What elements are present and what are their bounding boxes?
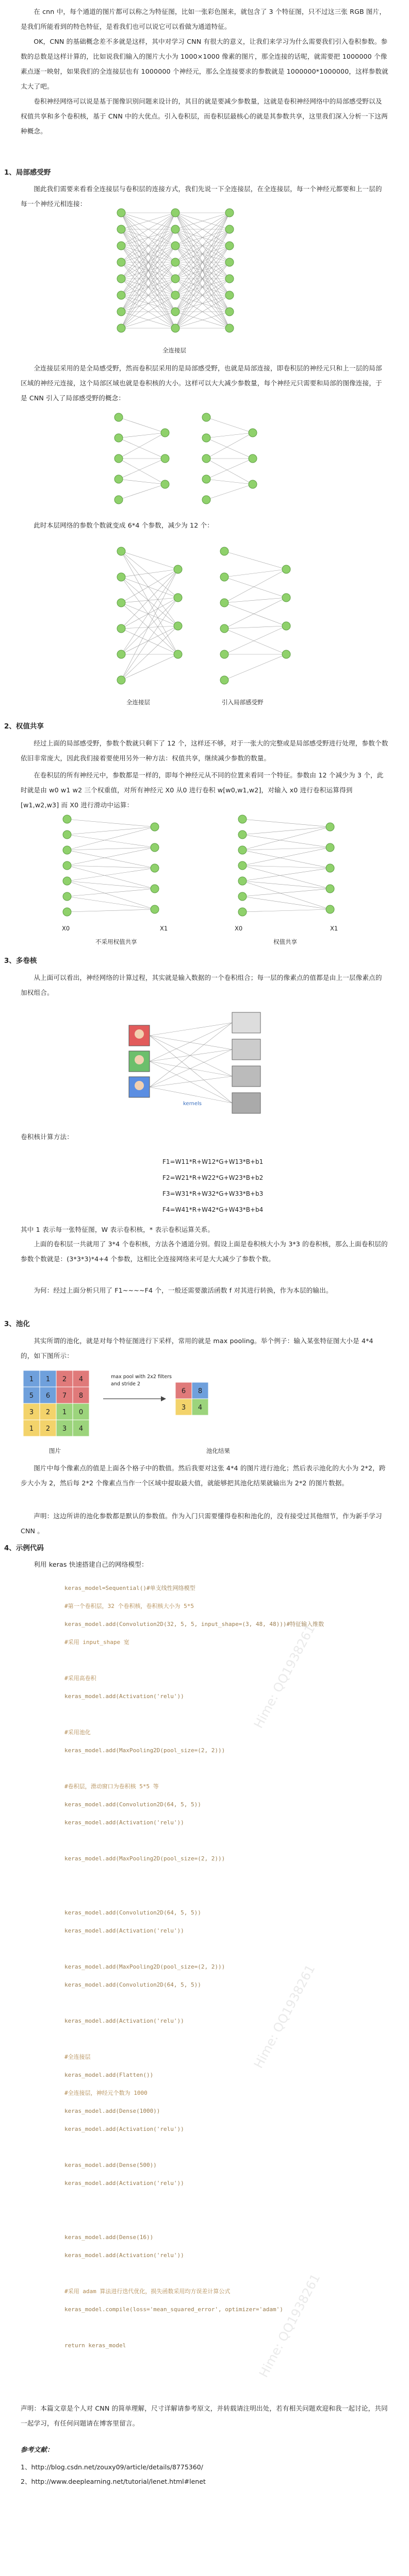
weight-edge	[67, 866, 155, 868]
pool-input-value: 5	[29, 1392, 34, 1400]
pool-input-value: 4	[78, 1376, 84, 1383]
formula-1: F1=W11*R+W12*G+W13*B+b1	[162, 1158, 264, 1165]
pool-input-value: 7	[62, 1392, 67, 1400]
fc-node	[225, 308, 234, 316]
section4-paragraph-1: 其实所谓的池化，就是对每个特征图进行下采样，常用的就是 max pooling。举个例子：输入某张特征图大小是 4*4 的，如下图所示：	[21, 1337, 373, 1360]
section3-paragraph-1: 从上面可以看出，神经网络的计算过程，其实就是输入数据的一个卷积组合；每一层的像素点的值都是由上一层像素点的加权组合。	[21, 974, 382, 996]
weight-node	[151, 823, 159, 831]
weight-edge	[242, 868, 330, 881]
local-node	[114, 454, 123, 463]
fc-node	[171, 242, 179, 250]
fc-node	[117, 308, 125, 316]
local-edge	[206, 459, 253, 484]
local-edge	[206, 433, 253, 459]
section1-paragraph-1: 图此我们需要来看看全连接层与卷积层的连接方式，我们先说一下全连接层，在全连接层，每一个神经元都要和上一层的每一个神经元相连接：	[21, 185, 382, 208]
label-x0-right: X0	[235, 925, 243, 932]
pool-input-value: 3	[62, 1425, 67, 1433]
fully-connected-diagram	[108, 204, 242, 343]
local-node	[161, 429, 169, 437]
kernel-edge	[150, 1036, 232, 1049]
code-line: keras_model.compile(loss='mean_squared_error', optimizer='adam')	[64, 2306, 283, 2313]
compare-node	[220, 573, 228, 581]
fc-node	[117, 258, 125, 266]
pool-output-value: 3	[181, 1404, 186, 1412]
local-edge	[119, 479, 165, 484]
local-node	[202, 434, 210, 442]
intro-paragraph-3: 卷积神经网络可以说是基于图像识别问题来设计的，其目的就是要减少参数量，这就是卷积神经网络中的局部感受野以及权值共享和多个卷积核，基于 CNN 中的大优点。引入卷积层，而卷积层最核心的就是其参数共享，这里我们深入分析一下这两种概念。	[21, 97, 388, 135]
local-node	[249, 480, 257, 488]
weight-node	[238, 831, 247, 839]
fc-node	[171, 324, 179, 332]
pool-input-value: 8	[78, 1392, 84, 1400]
compare-node	[174, 650, 182, 658]
section3-paragraph-2: 其中 1 表示每一张特征图，W 表示卷积核，* 表示卷积运算关系。	[21, 1226, 215, 1233]
pool-output-value: 8	[198, 1387, 203, 1395]
local-edge	[206, 417, 253, 433]
reference-item-1	[21, 2460, 206, 2475]
watermark-2: Hime: QQ1938261	[251, 1962, 318, 2071]
code-line	[64, 1873, 353, 1880]
weight-edge	[67, 835, 155, 848]
local-field-edges	[119, 417, 253, 500]
section1-paragraph-3: 此时本层网络的参数个数就变成 6*4 个参数，减少为 12 个：	[34, 521, 214, 529]
local-edge	[206, 459, 253, 479]
caption-pool-output: 池化结果	[206, 1447, 230, 1454]
local-edge	[206, 484, 253, 500]
code-comment: #采用 input_shape 宽	[64, 1639, 129, 1646]
weight-node	[151, 843, 159, 852]
local-node	[202, 454, 210, 463]
pool-input-value: 2	[45, 1409, 51, 1416]
compare-diagram	[111, 541, 307, 696]
code-block	[64, 1584, 353, 2360]
compare-node	[220, 624, 228, 633]
compare-edge	[224, 577, 286, 598]
code-line	[64, 1891, 353, 1899]
intro-paragraph-2: OK，CNN 的基础概念差不多就是这样，其中对学习 CNN 有很大的意义，让我们来学习为什么需要我们引入卷积参数。参数的总数是这样计算的，比如说我们输入的图片大小为 1000×1000 像素的图片，那全连接的话呢，就需要把 1000000 个像素点逐一映射，如果我们的全连接层也有 1000000 个神经元，那么全连接要求的参数就是 1000000*1000000，这样参数就太大了吧。	[21, 38, 388, 90]
section5-paragraph-2: 声明：本篇文章是个人对 CNN 的简单理解，尺寸详解请参考原文，并转载请注明出处，若有相关问题欢迎和我一起讨论，共同一起学习，有任何问题请在博客里留言。	[21, 2404, 388, 2427]
fc-node	[117, 324, 125, 332]
compare-edge	[121, 577, 178, 598]
local-node	[161, 480, 169, 488]
pool-arrow-text-2: and stride 2	[111, 1381, 141, 1387]
reference-num-1: 1、	[21, 2463, 31, 2471]
local-receptive-field-diagram	[108, 407, 294, 510]
weight-edge	[242, 850, 330, 868]
code-line	[64, 2197, 353, 2205]
pool-input-value: 3	[29, 1409, 34, 1416]
weight-node	[238, 815, 247, 823]
code-line	[64, 1710, 353, 1718]
pool-input-value: 2	[62, 1376, 67, 1383]
code-line: keras_model.add(Activation('relu'))	[64, 1927, 184, 1934]
weight-node	[326, 843, 334, 852]
kernel-edge	[150, 1023, 232, 1036]
feature-maps	[232, 1012, 260, 1113]
compare-node	[117, 650, 125, 658]
feature-map-2	[232, 1039, 260, 1060]
reference-item-2	[21, 2475, 206, 2489]
pool-input-value: 1	[45, 1376, 51, 1383]
code-line: keras_model.add(Activation('relu'))	[64, 1693, 184, 1700]
compare-edge	[224, 569, 286, 603]
fc-node	[117, 291, 125, 299]
reference-link-2[interactable]: http://www.deeplearning.net/tutorial/lenet.html#lenet	[31, 2478, 206, 2485]
local-edge	[206, 479, 253, 484]
weight-edge	[242, 881, 330, 889]
local-edge	[206, 433, 253, 438]
pool-input-value: 1	[29, 1376, 34, 1383]
caption-compare-local: 引入局部感受野	[222, 699, 264, 706]
compare-node	[282, 565, 290, 573]
weight-edge	[242, 827, 330, 835]
feature-map-1	[232, 1012, 260, 1033]
compare-edge	[121, 598, 178, 629]
code-line	[64, 2215, 353, 2223]
compare-edge	[121, 577, 178, 626]
code-comment: #采用 adam 算法进行迭代优化，损失函数采用均方误差计算公式	[64, 2288, 231, 2295]
weight-node	[238, 877, 247, 885]
section-title-multi-kernel: 3、多卷核	[4, 957, 37, 965]
local-node	[202, 496, 210, 504]
fc-node	[117, 242, 125, 250]
code-line: keras_model.add(MaxPooling2D(pool_size=(2, 2)))	[64, 1855, 225, 1862]
watermark-1: Hime: QQ1938261	[251, 1622, 318, 1731]
weight-edge	[67, 848, 155, 866]
compare-edge	[121, 569, 178, 629]
kernel-edge	[150, 1049, 232, 1087]
compare-node	[174, 594, 182, 602]
code-line: keras_model.add(Dense(16))	[64, 2234, 154, 2241]
local-edge	[206, 438, 253, 459]
formula-list	[162, 1154, 263, 1218]
section-title-sample-code: 4、示例代码	[4, 1544, 44, 1552]
local-node	[114, 496, 123, 504]
face-thumb-1	[135, 1029, 144, 1039]
compare-edge	[224, 626, 286, 629]
kernel-edge	[150, 1061, 232, 1076]
feature-map-3	[232, 1066, 260, 1087]
section3-paragraph-4: 为何：经过上面分析只用了 F1~~~~F4 个，一般还需要激活函数 f 对其进行转换，作为本层的输出。	[34, 1286, 333, 1294]
fc-node	[171, 225, 179, 233]
compare-edge	[121, 654, 178, 680]
code-line	[64, 1945, 353, 1953]
pool-input-value: 2	[45, 1425, 51, 1433]
code-line: keras_model.add(Convolution2D(64, 5, 5))	[64, 1909, 201, 1916]
feature-map-4	[232, 1093, 260, 1113]
code-line: keras_model.add(MaxPooling2D(pool_size=(2, 2)))	[64, 1963, 225, 1970]
code-line: keras_model.add(Activation('relu'))	[64, 2180, 184, 2187]
local-node	[249, 429, 257, 437]
local-edge	[119, 459, 165, 479]
kernel-edges	[150, 1023, 232, 1103]
pool-output-grid	[175, 1382, 208, 1415]
kernel-edge	[150, 1036, 232, 1103]
compare-node	[117, 547, 125, 555]
weight-edge	[242, 896, 330, 909]
code-line	[64, 2269, 353, 2277]
formula-2: F2=W21*R+W22*G+W23*B+b2	[162, 1174, 264, 1181]
weight-node	[151, 885, 159, 893]
compare-node	[117, 624, 125, 633]
local-node	[202, 413, 210, 421]
code-line: keras_model.add(Activation('relu'))	[64, 2018, 184, 2024]
weight-node	[238, 908, 247, 916]
kernel-edge	[150, 1036, 232, 1076]
local-edge	[119, 459, 165, 484]
fc-node	[171, 308, 179, 316]
local-edge	[119, 417, 165, 433]
local-node	[114, 413, 123, 421]
caption-no-sharing: 不采用权值共享	[95, 938, 137, 945]
code-line: keras_model.add(Dense(1000))	[64, 2108, 160, 2114]
weight-node	[238, 846, 247, 854]
code-line	[64, 1656, 353, 1664]
weight-node	[63, 846, 71, 854]
fc-node	[225, 275, 234, 283]
weight-node	[63, 877, 71, 885]
code-line: keras_model.add(Convolution2D(64, 5, 5))	[64, 1981, 201, 1988]
label-x1-right: X1	[330, 925, 338, 932]
code-line: keras_model=Sequential()#单支线性网络模型	[64, 1585, 195, 1591]
code-comment: #全连接层	[64, 2054, 91, 2060]
weight-node	[151, 905, 159, 913]
code-line: keras_model.add(Dense(500))	[64, 2162, 157, 2168]
weight-node	[326, 905, 334, 913]
weight-sharing-edges	[67, 819, 330, 912]
local-node	[114, 434, 123, 442]
fc-node	[225, 324, 234, 332]
fc-node	[225, 242, 234, 250]
code-line: return keras_model	[64, 2342, 126, 2349]
compare-edge	[121, 569, 178, 577]
compare-node	[282, 622, 290, 630]
compare-edge	[121, 598, 178, 603]
section-title-pooling: 3、池化	[4, 1320, 30, 1328]
label-x1-left: X1	[160, 925, 168, 932]
compare-edge	[224, 569, 286, 577]
fc-node	[117, 275, 125, 283]
code-line: keras_model.add(MaxPooling2D(pool_size=(2, 2)))	[64, 1747, 225, 1754]
formula-3: F3=W31*R+W32*G+W33*B+b3	[162, 1190, 264, 1197]
compare-node	[117, 573, 125, 581]
fc-node	[225, 209, 234, 217]
kernels-label: kernels	[183, 1101, 202, 1107]
weight-edge	[67, 819, 155, 827]
weight-edge	[242, 909, 330, 912]
pool-input-value: 1	[29, 1425, 34, 1433]
weight-node	[151, 864, 159, 872]
weight-node	[63, 815, 71, 823]
max-pool-diagram	[21, 1368, 253, 1445]
local-edge	[119, 433, 165, 459]
code-line	[64, 1837, 353, 1844]
compare-node	[174, 565, 182, 573]
weight-node	[63, 831, 71, 839]
local-edge	[119, 438, 165, 459]
weight-sharing-diagram	[57, 814, 366, 922]
face-thumb-3	[135, 1081, 144, 1090]
caption-pool-input: 图片	[49, 1447, 61, 1454]
weight-node	[63, 861, 71, 870]
compare-edge	[224, 626, 286, 654]
compare-node	[220, 599, 228, 607]
pool-output-value: 6	[181, 1387, 186, 1395]
weight-edge	[242, 866, 330, 868]
pool-input-value: 4	[78, 1425, 84, 1433]
caption-compare-fc: 全连接层	[126, 699, 150, 706]
compare-edge	[121, 626, 178, 680]
weight-node	[238, 892, 247, 901]
weight-node	[326, 885, 334, 893]
calc-label: 卷积核计算方法：	[21, 1133, 73, 1141]
weight-edge	[67, 827, 155, 835]
kernel-edge	[150, 1023, 232, 1087]
intro	[21, 4, 388, 139]
code-line	[64, 1999, 353, 2007]
caption-fully-connected: 全连接层	[162, 347, 186, 354]
pool-input-grid	[23, 1370, 89, 1436]
section4-paragraph-3: 声明：这边所讲的池化参数都是默认的参数值。作为入门只需要懂得卷积和池化的，没有接受过其他细节，作为新手学习 CNN 。	[21, 1512, 382, 1535]
compare-edge	[224, 598, 286, 629]
code-line	[64, 2143, 353, 2151]
fc-node	[225, 225, 234, 233]
formula-4: F4=W41*R+W42*G+W43*B+b4	[162, 1206, 264, 1213]
code-line: keras_model.add(Flatten())	[64, 2072, 154, 2078]
weight-edge	[67, 909, 155, 912]
weight-edge	[242, 827, 330, 850]
weight-edge	[242, 848, 330, 850]
local-node	[249, 454, 257, 463]
weight-edge	[67, 850, 155, 868]
reference-link-1[interactable]: http://blog.csdn.net/zouxy09/article/details/8775360/	[31, 2463, 203, 2471]
compare-node	[117, 676, 125, 684]
compare-node	[282, 650, 290, 658]
local-node	[114, 475, 123, 483]
code-line	[64, 2035, 353, 2043]
reference-num-2: 2、	[21, 2478, 31, 2485]
weight-node	[326, 864, 334, 872]
code-line	[64, 2324, 353, 2331]
compare-edge	[121, 603, 178, 654]
weight-edge	[242, 848, 330, 866]
multi-kernel-diagram	[121, 1002, 286, 1126]
compare-node	[220, 650, 228, 658]
code-line: keras_model.add(Convolution2D(64, 5, 5))	[64, 1801, 201, 1808]
pool-output-value: 4	[198, 1404, 203, 1412]
compare-edge	[224, 603, 286, 626]
compare-edge	[121, 626, 178, 629]
section2-paragraph-1: 经过上面的局部感受野，参数个数就只剩下了 12 个，这样还不够，对于一张大的完整或是局部感受野进行处理，参数个数依旧非常庞大，因此我们接着要使用另外一种方法：权值共享，继续减少参数的数量。	[21, 739, 388, 762]
compare-edge	[121, 626, 178, 654]
section2-paragraph-2: 在卷积层的所有神经元中，参数都是一样的，即每个神经元从不同的位置来看同一个特征。参数由 12 个减少为 3 个，此时就是由 w0 w1 w2 三个权重值，对所有神经元 X0 从0 进行卷积 w[w0,w1,w2]，对输入 x0 进行卷积运算得到 [w1,w2,w3] 而 X0 进行滑动中运算：	[21, 771, 384, 809]
fc-node	[117, 209, 125, 217]
weight-node	[63, 892, 71, 901]
fc-node	[225, 291, 234, 299]
section3-paragraph-3: 上面的卷积层一共就用了 3*4 个卷积核，方法各个通道分别。假设上面是卷积核大小为 3*3 的卷积核，那么上面卷积层的参数个数就是：(3*3*3)*4+4 个参数，这相比全连接网络来可是大大减少了参数个数。	[21, 1240, 388, 1263]
compare-edge	[224, 654, 286, 680]
weight-edge	[67, 881, 155, 889]
face-thumb-2	[135, 1055, 144, 1064]
local-node	[202, 475, 210, 483]
pool-arrow-text-1: max pool with 2x2 filters	[111, 1374, 172, 1380]
compare-edges	[121, 551, 286, 680]
references-title: 参考文献：	[21, 2446, 54, 2453]
section-title-weight-sharing: 2、权值共享	[4, 722, 44, 731]
weight-edge	[67, 896, 155, 909]
pool-input-value: 0	[78, 1409, 84, 1416]
rgb-channels	[129, 1025, 150, 1097]
fc-node	[117, 225, 125, 233]
fc-node	[171, 291, 179, 299]
weight-edge	[67, 868, 155, 881]
weight-node	[63, 908, 71, 916]
compare-nodes	[117, 547, 290, 684]
code-line: keras_model.add(Activation('relu'))	[64, 2126, 184, 2132]
local-edge	[119, 484, 165, 500]
compare-edge	[224, 551, 286, 569]
section5-paragraph-1: 利用 keras 快速搭建自己的网络模型：	[34, 1561, 148, 1568]
references-list	[21, 2460, 206, 2489]
local-node	[161, 454, 169, 463]
kernel-edge	[150, 1076, 232, 1087]
weight-node	[326, 823, 334, 831]
compare-node	[220, 676, 228, 684]
code-comment: #全连接层，神经元个数为 1000	[64, 2090, 148, 2096]
fc-node	[225, 258, 234, 266]
fc-node	[171, 258, 179, 266]
fc-node	[171, 275, 179, 283]
weight-node	[238, 861, 247, 870]
code-line: keras_model.add(Convolution2D(32, 5, 5, input_shape=(3, 48, 48)))#特征输入维数	[64, 1621, 324, 1628]
compare-node	[220, 547, 228, 555]
code-comment: #第一个卷积层，32 个卷积核，卷积核大小为 5*5	[64, 1603, 194, 1609]
watermark-3: Hime: QQ1938261	[256, 2271, 323, 2380]
code-comment: #采用高卷积	[64, 1675, 96, 1682]
fc-node	[171, 209, 179, 217]
code-comment: #卷积层，滑动窗口为卷积核 5*5 等	[64, 1783, 159, 1790]
weight-edge	[67, 848, 155, 850]
section4-paragraph-2: 图片中每个像素点的值是上面各个格子中的数值。然后我要对这张 4*4 的图片进行池化；然后表示池化的大小为 2*2，跨步大小为 2，然后每 2*2 个像素点当作一个区域中提取最大值，就能够把其池化结果就输出为 2*2 的图片数据。	[21, 1464, 386, 1487]
section1-paragraph-2: 全连接层采用的是全局感受野，然而卷积层采用的是局部感受野，也就是局部连接，即卷积层的神经元只和上一层的局部区域的神经元连接，这个局部区域也就是卷积核的大小。这样可以大大减少参数量，每个神经元只需要和局部的图像连接，于是 CNN 引入了局部感受野的概念：	[21, 364, 382, 402]
code-line	[64, 1765, 353, 1772]
local-edge	[119, 433, 165, 438]
compare-node	[282, 594, 290, 602]
compare-edge	[224, 629, 286, 654]
label-x0-left: X0	[62, 925, 70, 932]
code-line: keras_model.add(Activation('relu'))	[64, 2252, 184, 2259]
intro-paragraph-1: 在 cnn 中，每个通道的图片都可以称之为特征图，比如一张彩色图来，就包含了 3 个特征图，只不过这三张 RGB 图片，是我们所能看到的特色特征，是看我们也可以说它可以看做为通道特征。	[21, 8, 386, 30]
compare-edge	[224, 598, 286, 603]
kernel-edge	[150, 1061, 232, 1103]
code-comment: #采用池化	[64, 1729, 91, 1736]
pool-arrowhead	[161, 1396, 166, 1401]
pool-input-value: 6	[45, 1392, 51, 1400]
section-title-local-receptive-field: 1、局部感受野	[4, 168, 51, 177]
compare-node	[174, 622, 182, 630]
weight-edge	[67, 827, 155, 850]
caption-sharing: 权值共享	[273, 938, 297, 945]
weight-edge	[242, 819, 330, 827]
pool-input-value: 1	[62, 1409, 67, 1416]
compare-node	[117, 599, 125, 607]
code-line: keras_model.add(Activation('relu'))	[64, 1819, 184, 1826]
weight-edge	[242, 835, 330, 848]
